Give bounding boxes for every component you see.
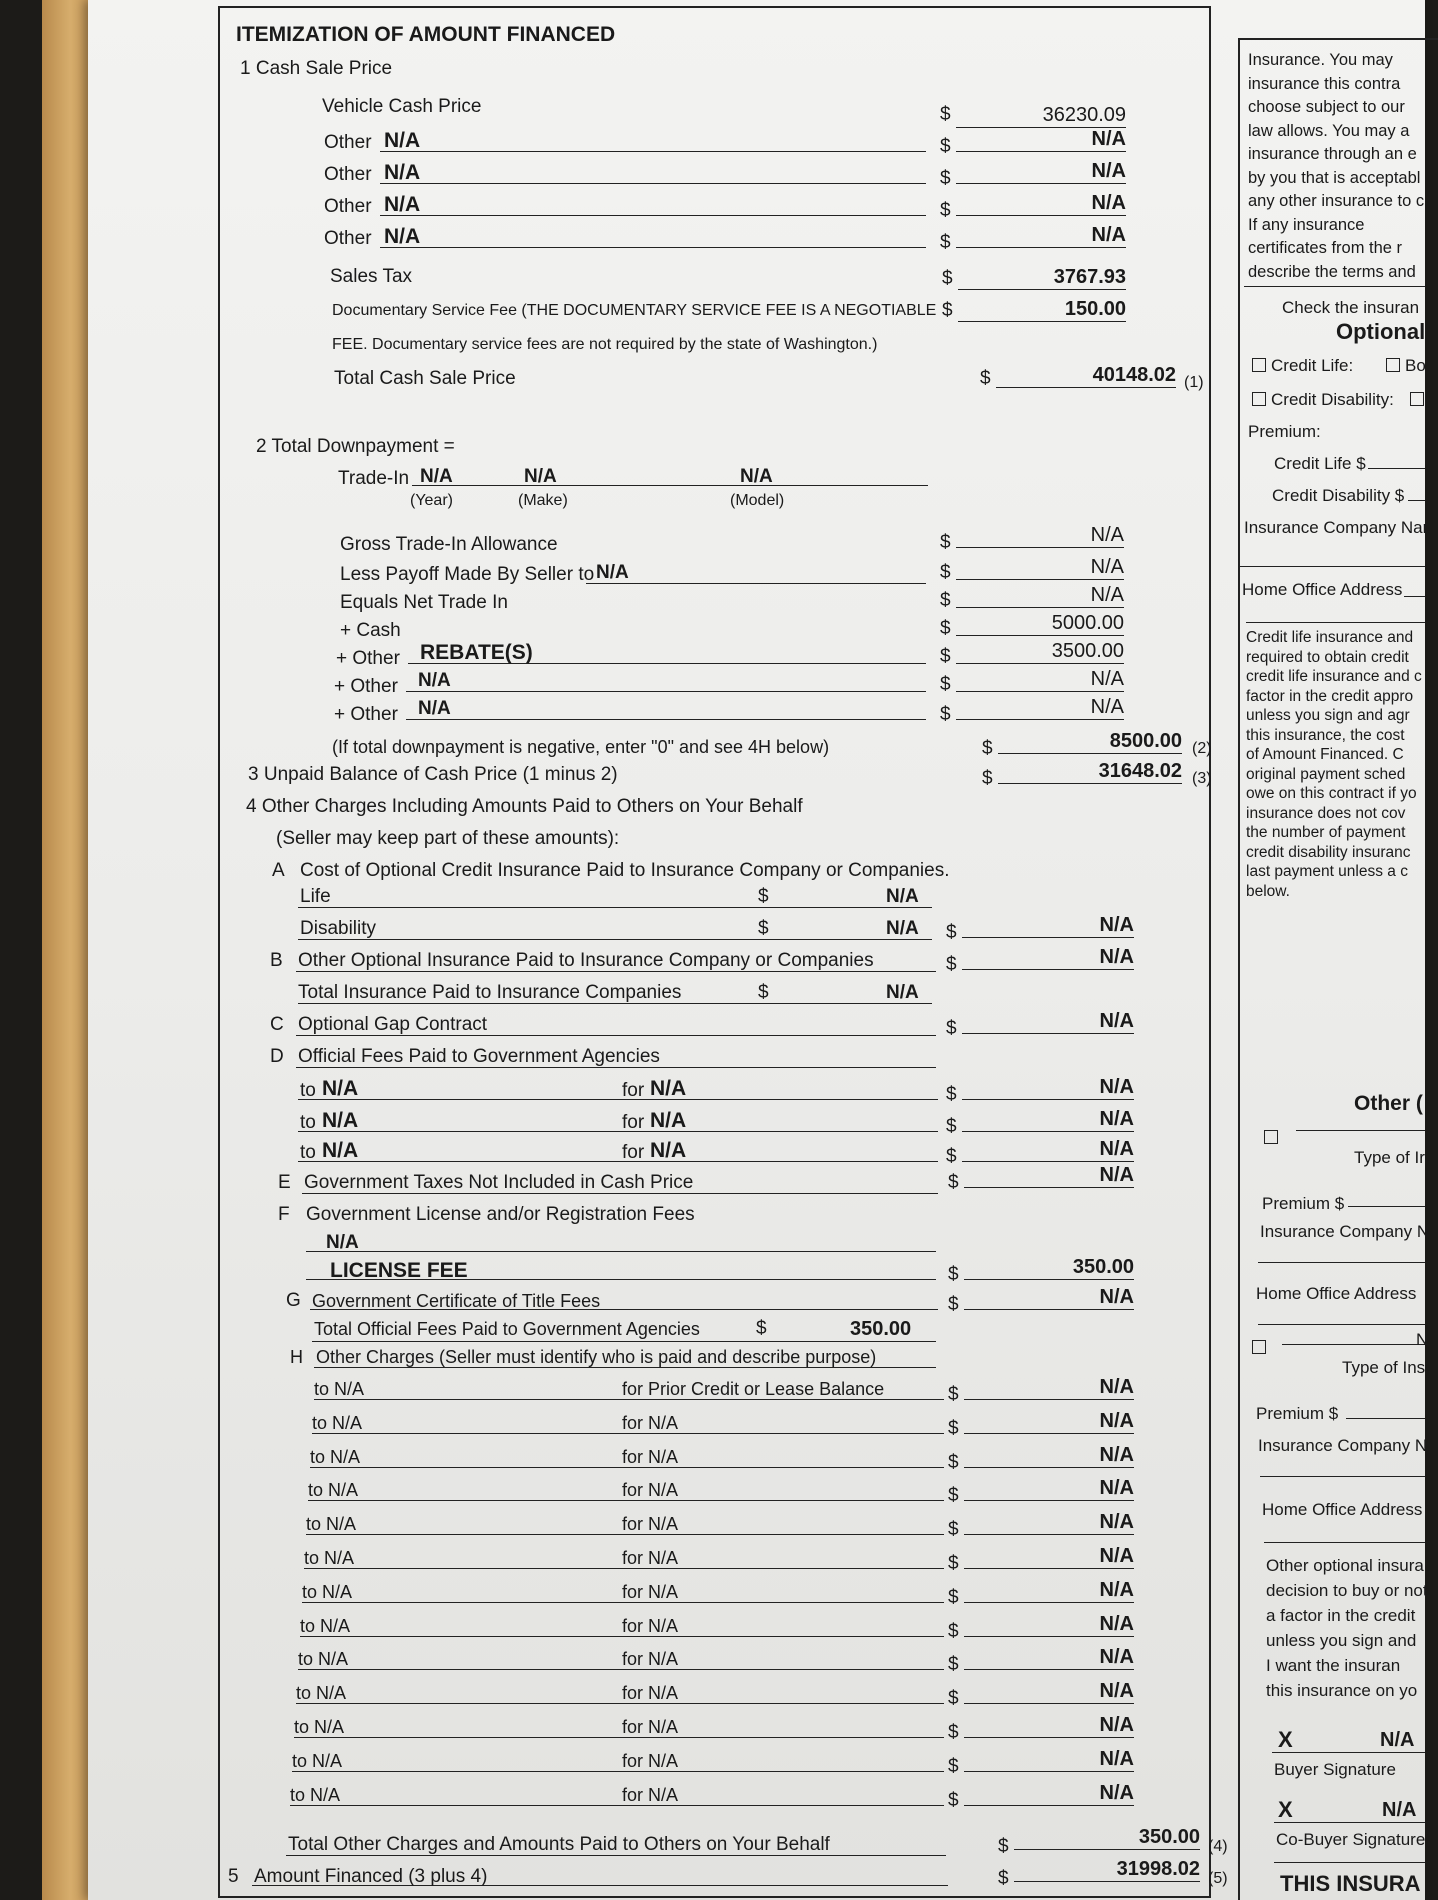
paragraph-line: any other insurance to c <box>1248 192 1425 210</box>
other-charge-row-line <box>292 1748 944 1772</box>
other-charge-payee: to N/A <box>314 1379 365 1399</box>
total-cash-sale-value: 40148.02 <box>996 364 1176 388</box>
other-charge-amount: N/A <box>964 1579 1134 1603</box>
insurance-company-line <box>1240 566 1425 567</box>
ref-4: (4) <box>1208 1838 1228 1855</box>
dollar-sign: $ <box>998 1868 1009 1889</box>
other-charge-amount: N/A <box>964 1477 1134 1501</box>
doc-fee-label-2: FEE. Documentary service fees are not required by the state of Washington.) <box>332 336 878 353</box>
credit-life-premium-line <box>1368 468 1425 469</box>
net-trade-value: N/A <box>956 584 1124 608</box>
paragraph-line: decision to buy or not <box>1266 1581 1428 1600</box>
vehicle-cash-price-label: Vehicle Cash Price <box>322 96 482 117</box>
license-fee-value: 350.00 <box>964 1256 1134 1280</box>
title-fees-label: Government Certificate of Title Fees <box>312 1291 601 1311</box>
other-charge-amount: N/A <box>964 1646 1134 1670</box>
other-line <box>406 696 926 720</box>
cobuyer-signature-label: Co-Buyer Signature <box>1276 1830 1426 1849</box>
cash-value: 5000.00 <box>956 612 1124 636</box>
credit-life-premium-label: Credit Life $ <box>1274 454 1366 473</box>
total-cash-sale-label: Total Cash Sale Price <box>334 368 516 389</box>
doc-fee-label-1: Documentary Service Fee (THE DOCUMENTARY SERVICE FEE IS A NEGOTIABLE <box>332 302 937 319</box>
total-other-charges-value: 350.00 <box>1014 1826 1200 1850</box>
paragraph-line: choose subject to our <box>1248 98 1405 116</box>
unpaid-balance-value: 31648.02 <box>998 760 1182 784</box>
paragraph-line: certificates from the r <box>1248 239 1403 257</box>
other-charge-amount: N/A <box>964 1545 1134 1569</box>
dollar-sign: $ <box>940 532 951 553</box>
rebate-value: 3500.00 <box>956 640 1124 664</box>
letter-d: D <box>270 1046 284 1067</box>
disability-joint-option <box>1410 390 1429 410</box>
license-fees-line-1: N/A <box>326 1232 359 1253</box>
credit-life-option: Credit Life: <box>1252 356 1353 376</box>
to-label: to <box>300 1080 316 1101</box>
letter-f: F <box>278 1204 290 1225</box>
insurance-company-3-label: Insurance Company N <box>1258 1436 1428 1455</box>
dollar-sign: $ <box>940 168 951 189</box>
other-charge-payee: to N/A <box>300 1615 351 1636</box>
dollar-sign: $ <box>942 268 953 289</box>
license-fees-label: Government License and/or Registration Fees <box>306 1204 695 1225</box>
paragraph-line: I want the insuran <box>1266 1656 1401 1675</box>
dollar-sign: $ <box>948 1384 959 1405</box>
other-insurance-checkbox[interactable] <box>1264 1130 1278 1144</box>
letter-c: C <box>270 1014 284 1035</box>
insurance-company-2-label: Insurance Company N <box>1260 1222 1430 1241</box>
other-line <box>380 160 926 184</box>
home-office-2-label: Home Office Address <box>1256 1284 1417 1303</box>
dollar-sign: $ <box>940 136 951 157</box>
paragraph-line: this insurance on yo <box>1266 1681 1418 1700</box>
fee-amount: N/A <box>962 1108 1134 1132</box>
dollar-sign: $ <box>946 1018 957 1039</box>
letter-h: H <box>290 1347 303 1367</box>
other-charge-payee: to N/A <box>304 1548 355 1568</box>
dollar-sign: $ <box>980 368 991 389</box>
disability-joint-checkbox[interactable] <box>1410 392 1424 406</box>
line-4-label: 4 Other Charges Including Amounts Paid to Others on Your Behalf <box>246 796 803 817</box>
other-label: Other <box>324 132 372 153</box>
other-label: + Other <box>334 676 398 697</box>
other-charge-row-line <box>298 1646 944 1670</box>
dollar-sign: $ <box>758 918 769 939</box>
total-official-fees-label: Total Official Fees Paid to Government Agencies <box>314 1319 700 1339</box>
fee-row-line <box>298 1138 938 1162</box>
to-label: to <box>300 1112 316 1133</box>
dollar-sign: $ <box>948 1755 959 1777</box>
dollar-sign: $ <box>940 704 951 725</box>
dollar-sign: $ <box>756 1318 767 1339</box>
dollar-sign: $ <box>946 1146 957 1167</box>
doc-fee-value: 150.00 <box>958 298 1126 322</box>
other-charge-purpose: for N/A <box>622 1548 679 1568</box>
paragraph-line: describe the terms and <box>1248 262 1416 281</box>
other-charge-row-line <box>290 1782 944 1806</box>
premium-label: Premium: <box>1248 422 1321 441</box>
life-label: Life <box>300 886 331 907</box>
paragraph-line: insurance this contra <box>1248 74 1401 93</box>
buyer-signature-line[interactable] <box>1272 1752 1425 1753</box>
divider <box>1246 622 1425 623</box>
other-charge-purpose: for N/A <box>622 1412 679 1433</box>
dollar-sign: $ <box>946 922 957 943</box>
amount-financed-label: Amount Financed (3 plus 4) <box>254 1866 488 1887</box>
other-insurance-checkbox[interactable] <box>1252 1340 1266 1354</box>
credit-disability-premium-label: Credit Disability $ <box>1272 486 1405 505</box>
other-charge-amount: N/A <box>964 1444 1134 1468</box>
other-charge-payee: to N/A <box>310 1446 361 1467</box>
paragraph-line: Other optional insura <box>1266 1556 1424 1575</box>
fee-payee: N/A <box>322 1077 359 1100</box>
credit-insurance-total: N/A <box>962 914 1134 938</box>
other-charge-purpose: for N/A <box>622 1514 679 1535</box>
fee-payee: N/A <box>322 1139 359 1162</box>
type-of-insurance-2-label: Type of Ins <box>1342 1358 1426 1377</box>
payoff-value: N/A <box>956 556 1124 580</box>
official-fees-label: Official Fees Paid to Government Agencies <box>298 1046 660 1067</box>
other-optional-insurance-label: Other Optional Insurance Paid to Insurance Company or Companies <box>298 950 874 971</box>
total-downpayment-value: 8500.00 <box>998 730 1182 754</box>
credit-life-checkbox[interactable] <box>1252 358 1266 372</box>
dollar-sign: $ <box>940 104 951 125</box>
section-heading: ITEMIZATION OF AMOUNT FINANCED <box>236 23 616 46</box>
fee-purpose: N/A <box>650 1109 687 1132</box>
credit-disability-premium-line <box>1408 500 1425 501</box>
paragraph-line: by you that is acceptabl <box>1248 168 1421 187</box>
for-label: for <box>622 1142 645 1163</box>
gross-trade-label: Gross Trade-In Allowance <box>340 534 558 555</box>
paragraph-line: required to obtain credit <box>1246 648 1409 666</box>
other-charge-payee: to N/A <box>292 1750 343 1771</box>
for-label: for <box>622 1112 645 1133</box>
paragraph-line: unless you sign and <box>1266 1631 1417 1650</box>
other-3-desc: N/A <box>418 698 451 719</box>
paragraph-line: owe on this contract if yo <box>1246 785 1417 802</box>
to-label: to <box>300 1142 316 1163</box>
premium-3-label: Premium $ <box>1256 1404 1339 1423</box>
fee-row-line <box>298 1108 938 1132</box>
other-amount: N/A <box>956 192 1126 216</box>
fee-purpose: N/A <box>650 1139 687 1162</box>
other-charge-payee: to N/A <box>290 1784 341 1805</box>
credit-disability-option: Credit Disability: <box>1252 390 1394 410</box>
other-charge-payee: to N/A <box>296 1683 347 1704</box>
ref-1: (1) <box>1184 374 1204 391</box>
other-charge-purpose: for N/A <box>622 1717 679 1737</box>
other-charge-purpose: for N/A <box>622 1649 679 1670</box>
dollar-sign: $ <box>940 200 951 221</box>
paragraph-line: the number of payment <box>1246 824 1406 841</box>
year-caption: (Year) <box>410 492 453 509</box>
home-office-2-line <box>1258 1324 1425 1325</box>
dollar-sign: $ <box>946 1116 957 1137</box>
other-insurance-heading: Other ( <box>1354 1092 1423 1115</box>
paragraph-line: unless you sign and agr <box>1246 707 1410 724</box>
insurance-company-2-line <box>1258 1262 1425 1263</box>
disability-value: N/A <box>886 918 919 939</box>
license-fee-desc: LICENSE FEE <box>330 1259 468 1282</box>
dollar-sign: $ <box>948 1722 959 1743</box>
fee-amount: N/A <box>962 1076 1134 1100</box>
dollar-sign: $ <box>948 1485 959 1507</box>
gross-trade-value: N/A <box>956 524 1124 548</box>
buyer-signature-label: Buyer Signature <box>1274 1760 1396 1779</box>
paragraph-line: credit disability insuranc <box>1246 843 1411 861</box>
fee-row-line <box>298 1076 938 1100</box>
letter-a: A <box>272 860 285 881</box>
life-value: N/A <box>886 886 919 907</box>
home-office-line <box>1404 596 1425 597</box>
other-charge-row-line <box>296 1680 944 1704</box>
total-official-fees-value: 350.00 <box>850 1318 912 1340</box>
vehicle-cash-price-value: 36230.09 <box>956 104 1126 128</box>
dollar-sign: $ <box>948 1294 959 1315</box>
other-label: + Other <box>334 704 398 725</box>
buyer-signature-value: N/A <box>1380 1729 1415 1751</box>
dollar-sign: $ <box>942 300 953 321</box>
other-optional-insurance-value: N/A <box>962 946 1134 970</box>
trade-model: N/A <box>740 466 773 487</box>
dollar-sign: $ <box>982 738 993 759</box>
other-description: N/A <box>384 225 421 248</box>
other-charge-payee: to N/A <box>294 1717 345 1737</box>
dollar-sign: $ <box>948 1264 959 1285</box>
sales-tax-label: Sales Tax <box>330 266 413 287</box>
other-charge-row-line <box>294 1714 944 1738</box>
paragraph-line: last payment unless a c <box>1246 863 1408 880</box>
credit-disability-checkbox[interactable] <box>1252 392 1266 406</box>
cobuyer-x-mark: X <box>1278 1797 1293 1822</box>
premium-3-line <box>1346 1418 1425 1419</box>
other-line <box>380 128 926 152</box>
government-taxes-value: N/A <box>964 1164 1134 1188</box>
type-line <box>1296 1130 1425 1131</box>
paragraph-line: insurance through an e <box>1248 145 1417 163</box>
other-charge-amount: N/A <box>964 1782 1134 1806</box>
dollar-sign: $ <box>948 1586 959 1608</box>
dollar-sign: $ <box>948 1451 959 1473</box>
paragraph-line: original payment sched <box>1246 765 1406 783</box>
other-line <box>406 668 926 692</box>
payoff-line <box>586 560 926 584</box>
trade-in-line <box>412 462 928 486</box>
ref-3: (3) <box>1192 770 1212 787</box>
other-charge-purpose: for N/A <box>622 1446 679 1467</box>
other-charge-purpose: for N/A <box>622 1615 679 1636</box>
other-3-value: N/A <box>956 696 1124 720</box>
credit-insurance-label: Cost of Optional Credit Insurance Paid to Insurance Company or Companies. <box>300 860 950 881</box>
paragraph-line: below. <box>1246 882 1290 900</box>
cobuyer-signature-line[interactable] <box>1274 1822 1425 1823</box>
other-charge-payee: to N/A <box>308 1480 359 1501</box>
other-amount: N/A <box>956 128 1126 152</box>
other-description: N/A <box>384 193 421 216</box>
dollar-sign: $ <box>948 1620 959 1642</box>
other-2-desc: N/A <box>418 670 451 691</box>
other-rebate: REBATE(S) <box>420 641 533 664</box>
other-charge-payee: to N/A <box>302 1581 353 1602</box>
other-charge-amount: N/A <box>964 1410 1134 1434</box>
fee-amount: N/A <box>962 1138 1134 1162</box>
trade-year: N/A <box>420 466 453 487</box>
dollar-sign: $ <box>948 1654 959 1676</box>
type-of-insurance-label: Type of Ir <box>1354 1148 1425 1167</box>
joint-option: Bo <box>1386 356 1426 376</box>
paragraph-line: of Amount Financed. C <box>1246 746 1404 763</box>
other-charge-amount: N/A <box>964 1748 1134 1772</box>
fee-payee: N/A <box>322 1109 359 1132</box>
dollar-sign: $ <box>946 1084 957 1105</box>
premium-2-line <box>1348 1206 1425 1207</box>
paragraph-line: a factor in the credit <box>1266 1606 1416 1625</box>
paragraph-line: this insurance, the cost <box>1246 726 1405 744</box>
other-charge-payee: to N/A <box>306 1514 357 1535</box>
letter-b: B <box>270 950 283 971</box>
payoff-to: N/A <box>596 562 629 583</box>
other-charge-purpose: for N/A <box>622 1683 679 1704</box>
buyer-x-mark: X <box>1278 1727 1293 1752</box>
type-line-2 <box>1282 1344 1425 1345</box>
downpayment-note: (If total downpayment is negative, enter "0" and see 4H below) <box>332 737 830 757</box>
gap-contract-value: N/A <box>962 1010 1134 1034</box>
net-trade-label: Equals Net Trade In <box>340 592 508 613</box>
other-charge-purpose: for N/A <box>622 1480 679 1501</box>
dollar-sign: $ <box>948 1688 959 1710</box>
gap-contract-label: Optional Gap Contract <box>298 1014 488 1035</box>
other-charges-label: Other Charges (Seller must identify who is paid and describe purpose) <box>316 1347 877 1367</box>
total-other-charges-label: Total Other Charges and Amounts Paid to Others on Your Behalf <box>288 1834 830 1855</box>
government-taxes-label: Government Taxes Not Included in Cash Price <box>304 1172 694 1193</box>
ref-2: (2) <box>1192 740 1212 757</box>
ref-5: (5) <box>1208 1870 1228 1887</box>
other-label: Other <box>324 228 372 249</box>
model-caption: (Model) <box>730 492 785 509</box>
total-insurance-label: Total Insurance Paid to Insurance Companies <box>298 982 682 1003</box>
trade-in-label: Trade-In <box>338 468 410 489</box>
insurance-company-label: Insurance Company Nar <box>1244 518 1429 537</box>
trade-make: N/A <box>524 466 557 487</box>
premium-2-label: Premium $ <box>1262 1194 1345 1213</box>
dollar-sign: $ <box>940 590 951 611</box>
paragraph-line: insurance does not cov <box>1246 804 1406 822</box>
payoff-label: Less Payoff Made By Seller to <box>340 564 595 585</box>
fee-purpose: N/A <box>650 1077 687 1100</box>
paragraph-line: Insurance. You may <box>1248 51 1393 69</box>
cobuyer-signature-value: N/A <box>1382 1799 1417 1821</box>
other-description: N/A <box>384 161 421 184</box>
insurance-company-3-line <box>1260 1476 1425 1477</box>
joint-checkbox[interactable] <box>1386 358 1400 372</box>
other-insurance-checkbox-1 <box>1264 1128 1283 1148</box>
dollar-sign: $ <box>758 982 769 1003</box>
title-fees-value: N/A <box>964 1286 1134 1310</box>
for-label: for <box>622 1080 645 1101</box>
other-2-value: N/A <box>956 668 1124 692</box>
other-charge-amount: N/A <box>964 1714 1134 1738</box>
life-line <box>298 884 932 908</box>
dollar-sign: $ <box>948 1789 959 1811</box>
letter-g: G <box>286 1290 301 1311</box>
other-charge-amount: N/A <box>964 1511 1134 1535</box>
other-amount: N/A <box>956 160 1126 184</box>
other-line <box>380 192 926 216</box>
cash-label: + Cash <box>340 620 401 641</box>
dollar-sign: $ <box>940 674 951 695</box>
home-office-label: Home Office Address <box>1242 580 1403 599</box>
other-charge-purpose: for N/A <box>622 1750 679 1771</box>
make-caption: (Make) <box>518 492 568 509</box>
dollar-sign: $ <box>758 886 769 907</box>
dollar-sign: $ <box>940 562 951 583</box>
type-line-2-value: N <box>1416 1330 1429 1349</box>
line-3-label: 3 Unpaid Balance of Cash Price (1 minus 2) <box>248 764 618 785</box>
sales-tax-value: 3767.93 <box>958 266 1126 290</box>
f-line-1 <box>306 1228 936 1252</box>
other-charge-amount: N/A <box>964 1376 1134 1400</box>
other-label: Other <box>324 164 372 185</box>
other-charge-amount: N/A <box>964 1613 1134 1637</box>
dollar-sign: $ <box>940 646 951 667</box>
dollar-sign: $ <box>940 232 951 253</box>
other-label: + Other <box>336 648 400 669</box>
letter-e: E <box>278 1172 291 1193</box>
paragraph-line: factor in the credit appro <box>1246 687 1414 705</box>
other-amount: N/A <box>956 224 1126 248</box>
insurance-notice-heading: THIS INSURA <box>1280 1871 1421 1896</box>
dollar-sign: $ <box>948 1519 959 1541</box>
dollar-sign: $ <box>948 1417 959 1439</box>
other-description: N/A <box>384 129 421 152</box>
home-office-3-line <box>1264 1542 1425 1543</box>
disability-line <box>298 916 932 940</box>
divider <box>1274 1862 1425 1863</box>
dollar-sign: $ <box>946 954 957 975</box>
other-line <box>380 224 926 248</box>
paragraph-line: If any insurance <box>1248 215 1365 234</box>
other-charge-payee: to N/A <box>298 1649 349 1670</box>
dollar-sign: $ <box>948 1553 959 1574</box>
dollar-sign: $ <box>948 1172 959 1193</box>
dollar-sign: $ <box>940 618 951 639</box>
other-charge-amount: N/A <box>964 1680 1134 1704</box>
dollar-sign: $ <box>982 768 993 789</box>
paragraph-line: Credit life insurance and <box>1246 629 1414 646</box>
other-charge-purpose: for Prior Credit or Lease Balance <box>622 1379 885 1399</box>
check-insurance-label: Check the insuran <box>1282 298 1420 317</box>
divider <box>1244 286 1425 287</box>
dollar-sign: $ <box>998 1836 1009 1857</box>
line-5-number: 5 <box>228 1866 239 1887</box>
other-charge-payee: to N/A <box>312 1412 363 1433</box>
paragraph-line: law allows. You may a <box>1248 121 1410 140</box>
home-office-3-label: Home Office Address <box>1262 1500 1423 1519</box>
line-2-label: 2 Total Downpayment = <box>256 436 455 457</box>
total-insurance-value: N/A <box>886 982 919 1003</box>
other-label: Other <box>324 196 372 217</box>
disability-label: Disability <box>300 918 377 939</box>
other-charge-purpose: for N/A <box>622 1784 679 1805</box>
paragraph-line: credit life insurance and c <box>1246 668 1422 685</box>
amount-financed-value: 31998.02 <box>1014 1858 1200 1882</box>
optional-heading: Optional <box>1336 319 1426 344</box>
other-charge-purpose: for N/A <box>622 1581 679 1602</box>
line-1-label: 1 Cash Sale Price <box>240 58 393 79</box>
other-insurance-checkbox-2 <box>1252 1338 1271 1358</box>
line-4-sublabel: (Seller may keep part of these amounts): <box>276 828 620 849</box>
